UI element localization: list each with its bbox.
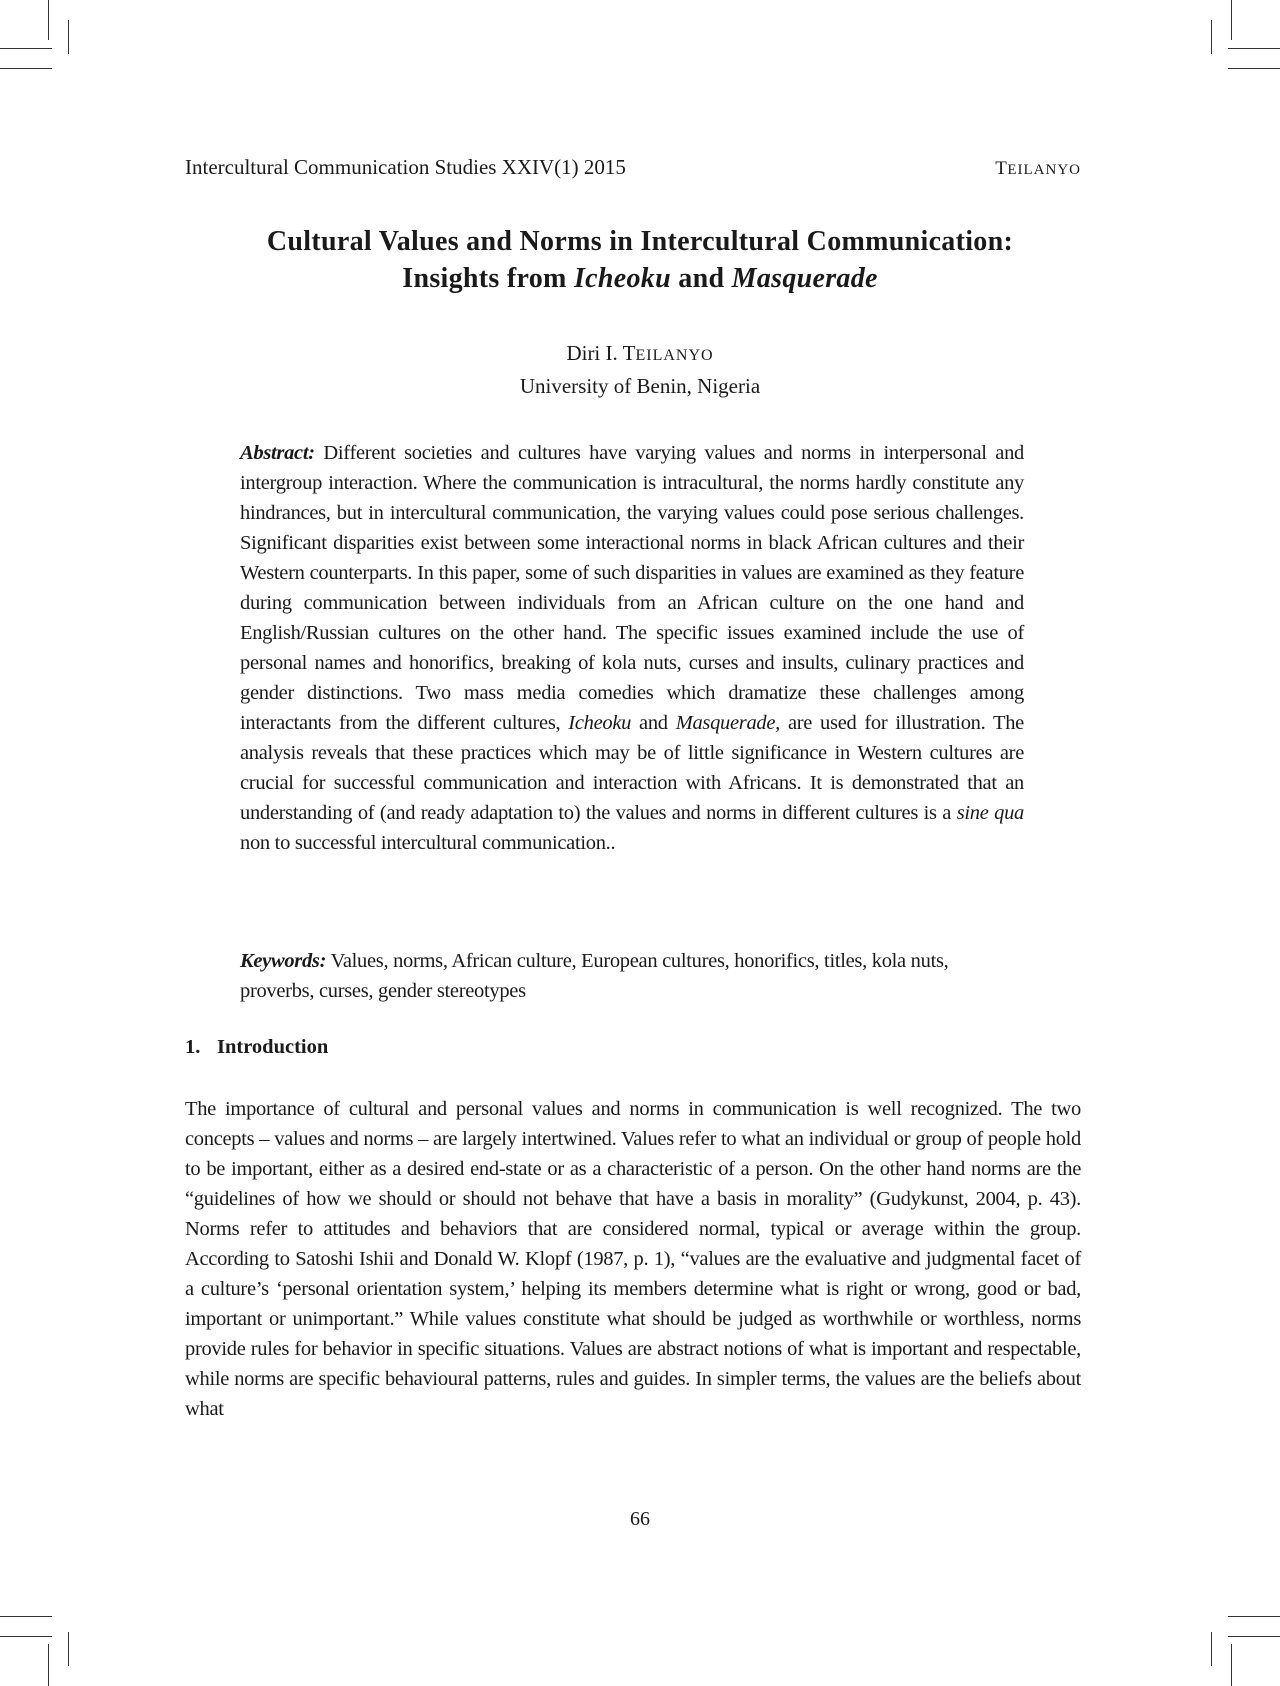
crop-mark <box>1231 1644 1232 1686</box>
abstract-text-2: and <box>631 712 676 734</box>
title-prefix: Insights from <box>402 263 574 294</box>
title-work-2: Masquerade <box>731 263 878 294</box>
crop-mark <box>48 1644 49 1686</box>
running-author-header <box>995 158 1081 180</box>
crop-mark <box>1211 20 1212 54</box>
abstract-work-1: Icheoku <box>568 712 632 734</box>
abstract <box>240 438 1024 858</box>
title-line-1: Cultural Values and Norms in Intercultural Communication: <box>266 226 1014 257</box>
abstract-text-3: are used for illustration. The analysis reveals that these practices which may be of little significance in Western cultures are crucial for successful communication and interaction with Africans. It is demonstrated that an understanding of (and ready adaptation to) the values and norms in different cultures is a <box>240 712 1024 824</box>
author-surname-cap: T <box>622 341 636 365</box>
crop-mark <box>1228 1616 1280 1617</box>
crop-mark <box>1231 0 1232 40</box>
crop-mark <box>68 20 69 54</box>
crop-mark <box>0 48 52 49</box>
author-name <box>180 338 1100 371</box>
keywords-text: Values, norms, African culture, European cultures, honorifics, titles, kola nuts, proverbs, curses, gender stereotypes <box>240 950 949 1002</box>
crop-mark <box>0 1636 52 1637</box>
section-title: Introduction <box>217 1036 329 1058</box>
crop-mark <box>0 1616 52 1617</box>
section-number: 1. <box>185 1036 201 1058</box>
crop-mark <box>1228 1636 1280 1637</box>
running-author-cap: T <box>995 158 1008 179</box>
author-given: Diri I. <box>566 341 623 365</box>
abstract-latin: sine qua <box>956 802 1024 824</box>
crop-mark <box>68 1632 69 1666</box>
body-paragraph: The importance of cultural and personal values and norms in communication is well recognized. The two concepts – values and norms – are largely intertwined. Values refer to what an individual or group of people hold to be important, either as a desired end-state or as a characteristic of a person. On the other hand norms are the “guidelines of how we should or should not behave that have a basis in morality” (Gudykunst, 2004, p. 43). Norms refer to attitudes and behaviors that are considered normal, typical or average within the group. According to Satoshi Ishii and Donald W. Klopf (1987, p. 1), “values are the evaluative and judgmental facet of a culture’s ‘personal orientation system,’ helping its members determine what is right or wrong, good or bad, important or unimportant.” While values constitute what should be judged as worthwhile or worthless, norms provide rules for behavior in specific situations. Values are abstract notions of what is important and respectable, while norms are specific behavioural patterns, rules and guides. In simpler terms, the values are the beliefs about what <box>185 1098 1081 1420</box>
keywords <box>240 946 1024 1006</box>
crop-mark <box>0 68 52 69</box>
title-work-1: Icheoku <box>573 263 671 294</box>
crop-mark <box>1228 68 1280 69</box>
running-author-smallcaps: EILANYO <box>1007 162 1081 178</box>
abstract-work-2: Masquerade, <box>675 712 781 734</box>
title-mid: and <box>670 263 732 294</box>
crop-mark <box>1228 48 1280 49</box>
author-block <box>180 338 1100 401</box>
author-affiliation: University of Benin, Nigeria <box>519 374 761 398</box>
crop-mark <box>48 0 49 40</box>
journal-header: Intercultural Communication Studies XXIV(1) 2015 <box>185 155 626 179</box>
abstract-label: Abstract: <box>240 442 315 464</box>
paper-title <box>180 223 1100 297</box>
title-line-2 <box>180 260 1100 297</box>
section-heading <box>185 1036 328 1059</box>
crop-mark <box>1211 1632 1212 1666</box>
abstract-text-1: Different societies and cultures have varying values and norms in interpersonal and intergroup interaction. Where the communication is intracultural, the norms hardly constitute any hindrances, but in intercultural communication, the varying values could pose serious challenges. Significant disparities exist between some interactional norms in black African cultures and their Western counterparts. In this paper, some of such disparities in values are examined as they feature during communication between individuals from an African culture on the one hand and English/Russian cultures on the other hand. The specific issues examined include the use of personal names and honorifics, breaking of kola nuts, curses and insults, culinary practices and gender distinctions. Two mass media comedies which dramatize these challenges among interactants from the different cultures, <box>240 442 1024 734</box>
keywords-label: Keywords: <box>240 950 327 972</box>
page-number: 66 <box>630 1508 650 1530</box>
abstract-text-4: non to successful intercultural communication.. <box>240 832 616 854</box>
author-surname-smallcaps: EILANYO <box>635 347 714 364</box>
